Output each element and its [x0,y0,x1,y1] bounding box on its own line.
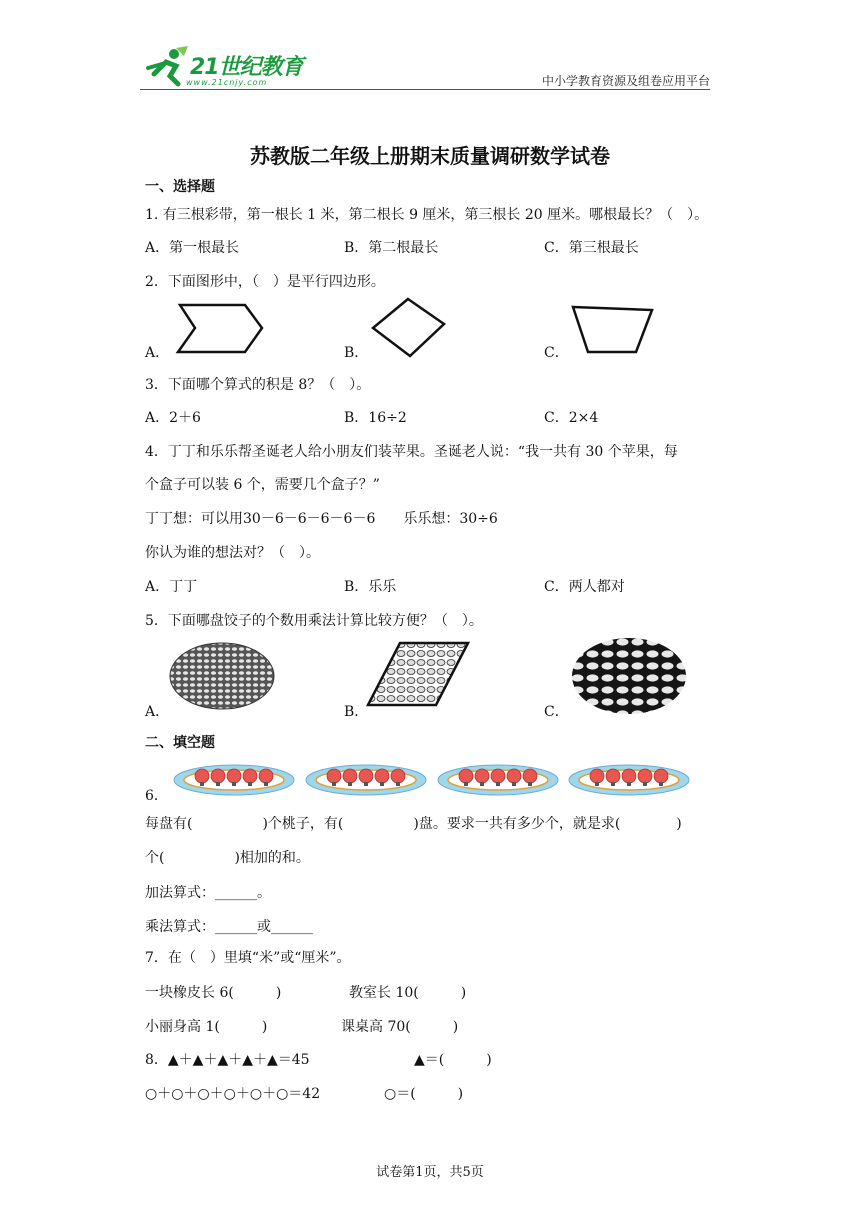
peach-icon [638,769,652,783]
plate-3-icon [436,758,560,798]
q3-option-a: A．2＋6 [145,410,201,426]
peach-icon [327,769,341,783]
q5-dumpling-plate-c-icon [570,636,688,716]
q1-option-a: A．第一根最长 [145,240,240,256]
peach-icon [359,769,373,783]
peach-icon [590,769,604,783]
q5-option-a: A． [145,704,170,720]
q8-circle-answer: ○＝( ) [384,1086,464,1102]
logo-runner-icon [144,44,190,90]
question-6-number: 6． [145,788,168,804]
question-4-line1: 4．丁丁和乐乐帮圣诞老人给小朋友们装苹果。圣诞老人说：“我一共有 30 个苹果，每 [145,444,678,460]
q5-option-c: C． [544,704,569,720]
peach-icon [195,769,209,783]
question-7-text: 7．在（ ）里填“米”或“厘米”。 [145,950,351,966]
section-heading-choice: 一、选择题 [145,179,215,195]
q2-option-b: B． [344,345,369,361]
q1-option-b: B．第二根最长 [344,240,439,256]
q5-dumpling-plate-a-icon [168,640,276,712]
peach-icon [507,769,521,783]
plate-2-icon [304,758,428,798]
q7-blank-eraser: 一块橡皮长 6( ) [145,985,282,1001]
q2-shape-b-rhombus-icon [368,296,448,360]
q4-option-a: A．丁丁 [145,579,198,595]
q7-blank-classroom: 教室长 10( ) [349,985,467,1001]
peach-icon [622,769,636,783]
peach-icon [606,769,620,783]
brand-logo-text: 21世纪教育 [190,55,303,80]
question-6-line1: 每盘有( )个桃子，有( )盘。要求一共有多少个，就是求( ) [145,816,682,832]
peach-icon [491,769,505,783]
question-4-line4: 你认为谁的想法对？（ ）。 [145,545,320,561]
q7-blank-height: 小丽身高 1( ) [145,1019,268,1035]
peach-icon [375,769,389,783]
peach-icon [259,769,273,783]
question-2-text: 2．下面图形中，（ ）是平行四边形。 [145,274,385,290]
section-heading-fill: 二、填空题 [145,735,215,751]
q7-blank-desk: 课桌高 70( ) [341,1019,459,1035]
q8-triangle-answer: ▲＝( ) [414,1052,492,1068]
peach-icon [459,769,473,783]
q2-option-a: A． [145,345,170,361]
question-5-text: 5．下面哪盘饺子的个数用乘法计算比较方便？（ ）。 [145,613,483,629]
plate-1-icon [172,758,296,798]
peach-icon [211,769,225,783]
brand-url: www.21cnjy.com [186,78,268,87]
q5-option-b: B． [344,704,369,720]
q5-dumpling-tray-b-icon [366,640,470,708]
page-footer: 试卷第1页，共5页 [376,1165,484,1180]
q8-triangle-equation: 8．▲＋▲＋▲＋▲＋▲＝45 [145,1052,310,1068]
peach-icon [654,769,668,783]
q3-option-b: B．16÷2 [344,410,407,426]
platform-label: 中小学教育资源及组卷应用平台 [541,74,710,88]
question-6-line3: 加法算式：______。 [145,885,271,901]
q8-circle-equation: ○＋○＋○＋○＋○＋○＝42 [145,1086,321,1102]
q2-option-c: C． [544,345,569,361]
question-6-line2: 个( )相加的和。 [145,850,310,866]
q2-shape-a-arrow-icon [170,300,270,360]
peach-icon [243,769,257,783]
peach-icon [227,769,241,783]
peach-icon [343,769,357,783]
header-divider [140,89,710,90]
question-1-text: 1. 有三根彩带，第一根长 1 米，第二根长 9 厘米，第三根长 20 厘米。哪根最长？（ ）。 [145,207,709,223]
page-title: 苏教版二年级上册期末质量调研数学试卷 [250,144,610,168]
q2-shape-c-trapezoid-icon [568,302,658,358]
question-6-line4: 乘法算式：______或______ [145,919,313,935]
question-3-text: 3．下面哪个算式的积是 8？（ ）。 [145,377,371,393]
peach-icon [475,769,489,783]
q3-option-c: C．2×4 [544,410,599,426]
peach-icon [391,769,405,783]
plate-4-icon [567,758,691,798]
question-4-line3: 丁丁想：可以用30－6－6－6－6－6 乐乐想：30÷6 [145,511,498,527]
q1-option-c: C．第三根最长 [544,240,639,256]
q4-option-b: B．乐乐 [344,579,397,595]
peach-icon [523,769,537,783]
question-4-line2: 个盒子可以装 6 个，需要几个盒子？” [145,477,380,493]
q4-option-c: C．两人都对 [544,579,625,595]
